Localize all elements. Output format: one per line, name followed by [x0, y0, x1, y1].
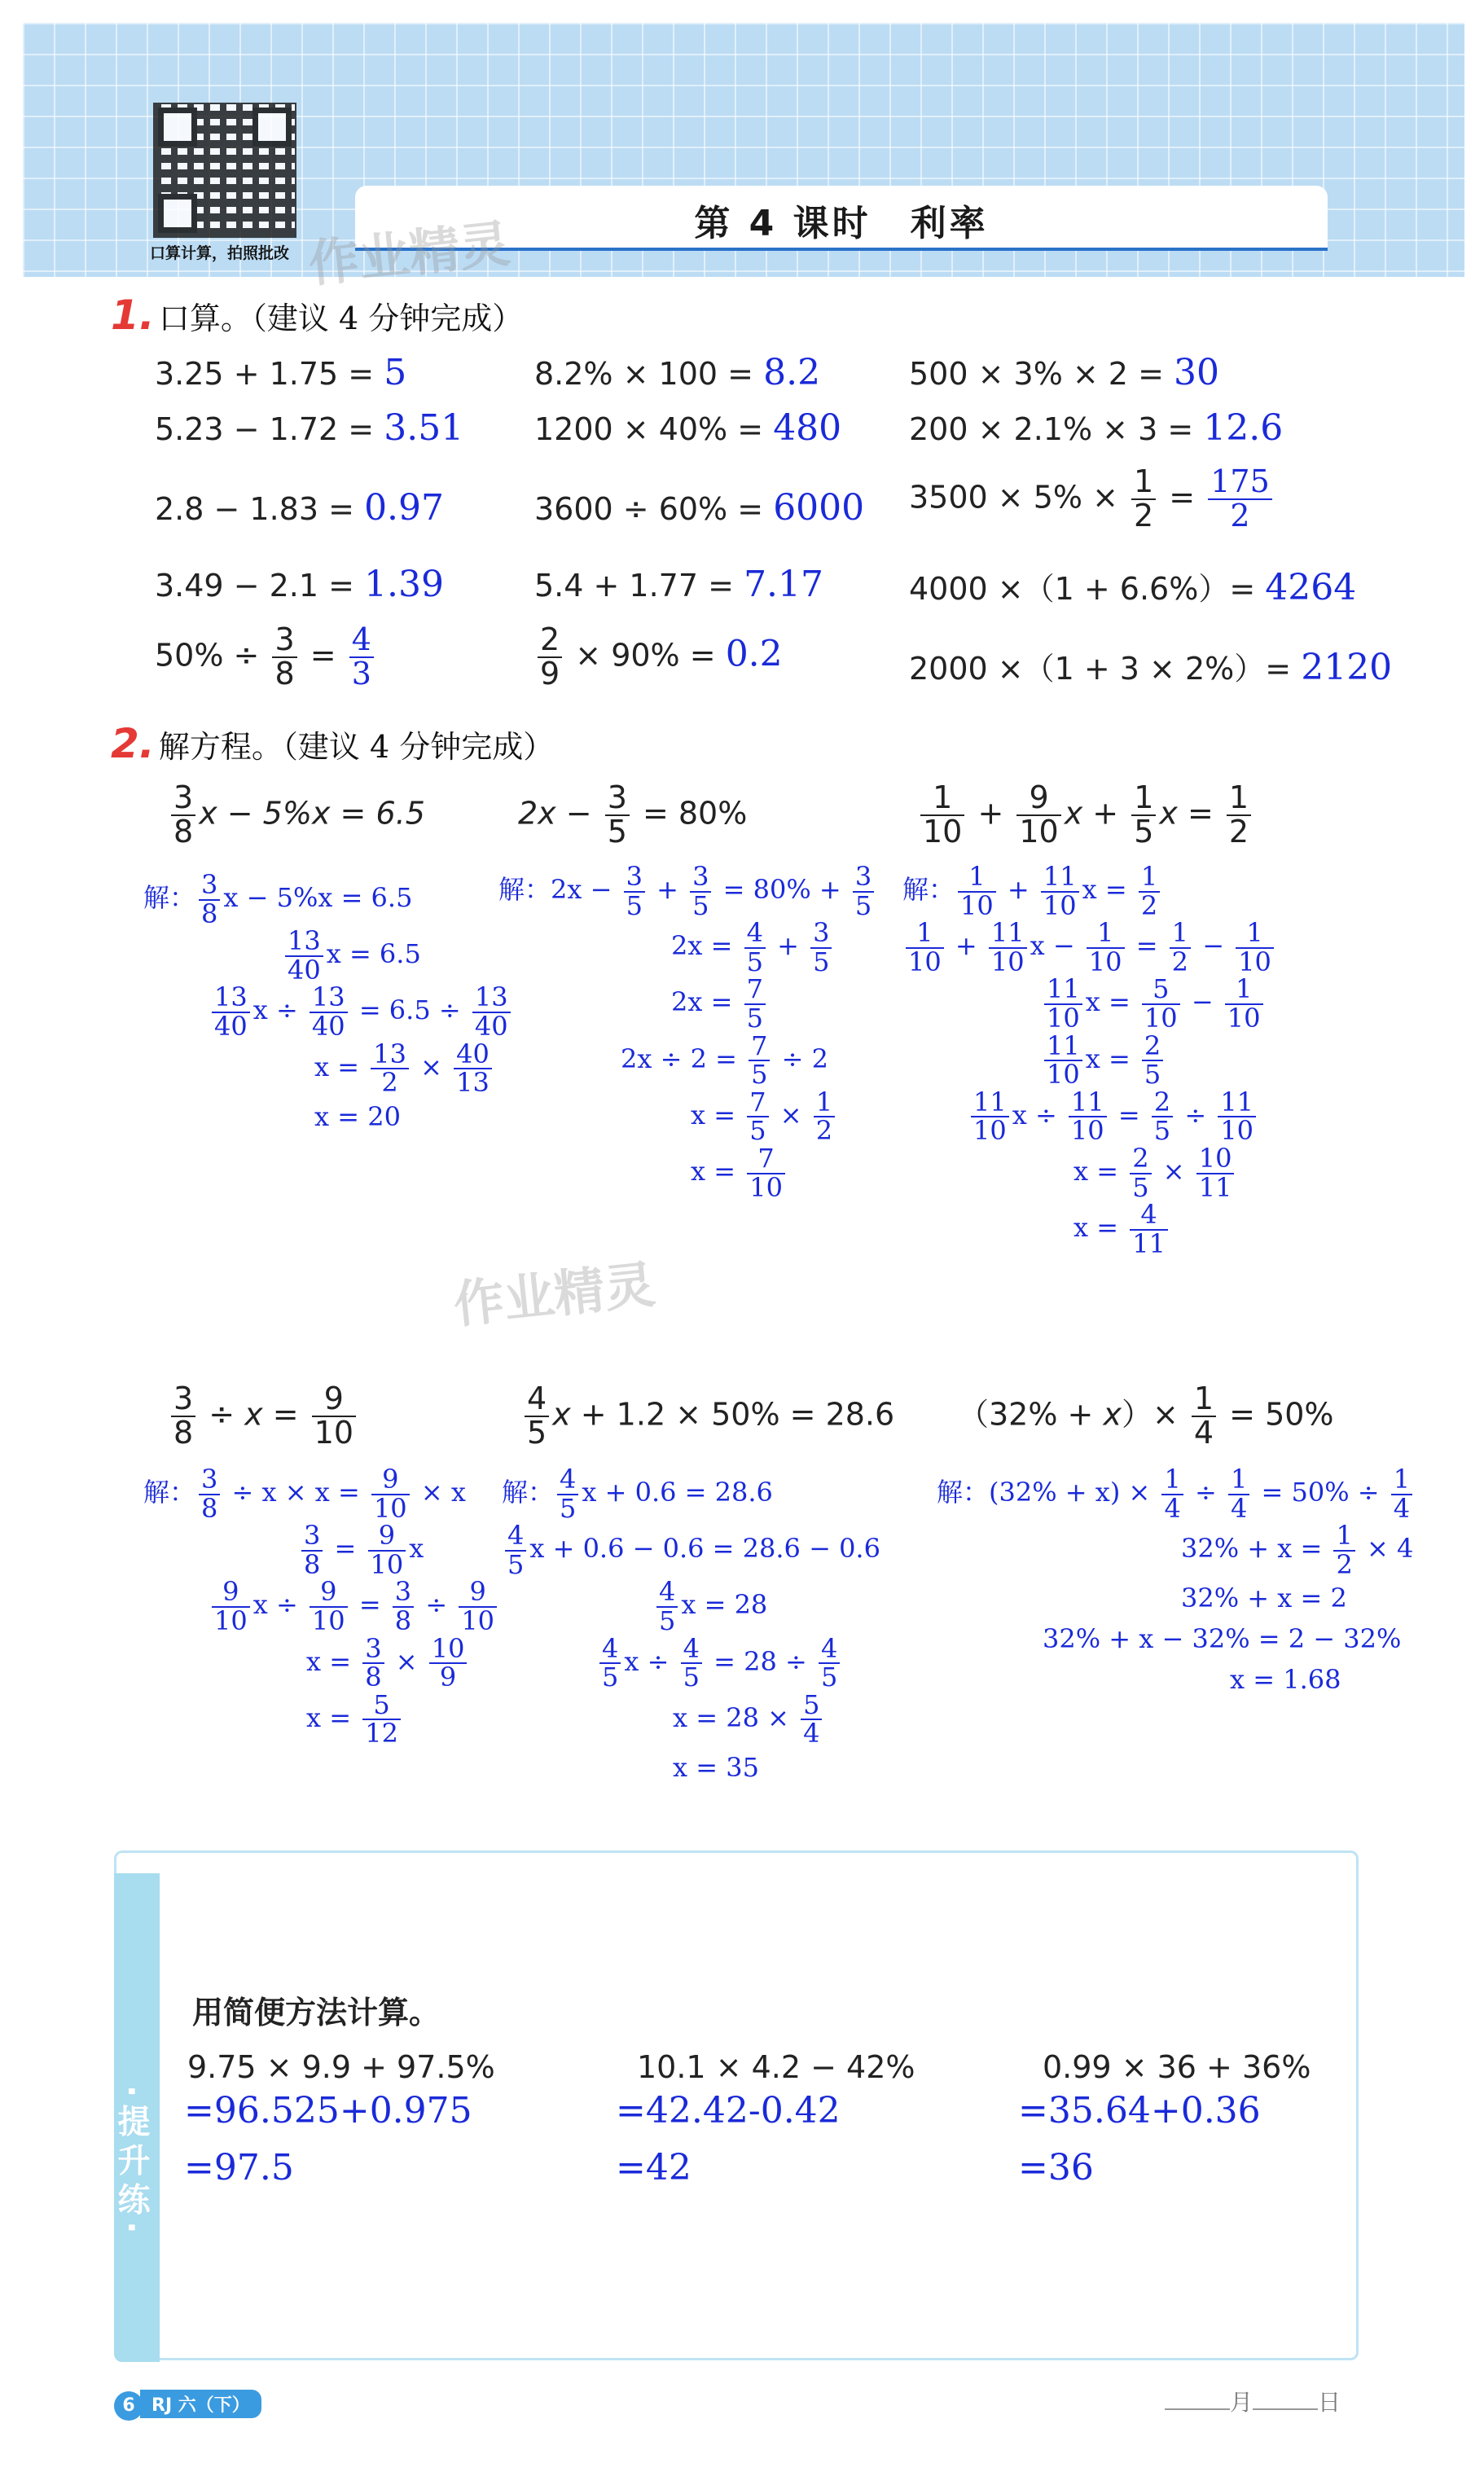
section1-header [111, 292, 523, 339]
practice-result: =42 [616, 2147, 692, 2188]
equation: $\frac{3}{8}$ ÷ x = $\frac{9}{10}$ [168, 1383, 359, 1450]
lesson-title: 第 4 课时 利率 [694, 203, 989, 244]
solution-steps: 解： $\frac{3}{8}$ x − 5%x = 6.5 $\frac{13}{40}$ x = 6.5 $\frac{13}{40}$ x ÷ $\frac{13}{40}$ = 6.5 ÷ $\frac{13}{40}$ x = $\frac{13}{2}$ × $\frac{40}{13}$ x = 20 [143, 871, 514, 1136]
equation: （32% + x）× $\frac{1}{4}$ = 50% [958, 1381, 1334, 1451]
practice-result: =97.5 [184, 2147, 294, 2188]
section1-number: 1. [111, 292, 155, 339]
mental-math-item: 200 × 2.1% × 3 = 12.6 [909, 407, 1284, 449]
mental-math-item: 4000 ×（1 + 6.6%）= 4264 [909, 567, 1357, 608]
equation: $\frac{1}{10}$ + $\frac{9}{10}$ x + $\frac{1}{5}$ x = $\frac{1}{2}$ [917, 782, 1254, 849]
mental-math-item: 5.23 − 1.72 = 3.51 [155, 407, 464, 449]
practice-side-label: ·提升练· [112, 2085, 150, 2241]
equation: $\frac{4}{5}$ x + 1.2 × 50% = 28.6 [521, 1383, 894, 1450]
mental-math-item: 5.4 + 1.77 = 7.17 [534, 564, 824, 605]
solution-steps: 解：(32% + x) × $\frac{1}{4}$ ÷ $\frac{1}{4}$ = 50% ÷ $\frac{1}{4}$ 32% + x = $\frac{1}{2}$ × 4 32% + x = 2 32% + x − 32% = 2 − 32% x = 1.68 [937, 1464, 1414, 1695]
date-field: 月 日 [1165, 2385, 1341, 2417]
watermark: 作业精灵 [450, 1254, 658, 1335]
section2-number: 2. [111, 720, 155, 767]
equation: 2x − $\frac{3}{5}$ = 80% [518, 779, 748, 849]
mental-math-item: 2000 ×（1 + 3 × 2%）= 2120 [909, 647, 1393, 688]
watermark: 作业精灵 [305, 213, 513, 294]
practice-question: 0.99 × 36 + 36% [1043, 2049, 1311, 2085]
practice-question: 10.1 × 4.2 − 42% [637, 2049, 915, 2085]
solution-steps: 解： $\frac{1}{10}$ + $\frac{11}{10}$ x = $\frac{1}{2}$ $\frac{1}{10}$ + $\frac{11}{10}$ x − $\frac{1}{10}$ = $\frac{1}{2}$ − $\frac{1}{10}$ $\frac{11}{10}$ x = $\frac{5}{10}$ − $\frac{1}{10}$ $\frac{11}{10}$ x = $\frac{2}{5}$ $\frac{11}{10}$ x ÷ $\frac{11}{10}$ = $\frac{2}{5}$ ÷ $\frac{11}{10}$ x = $\frac{2}{5}$ × $\frac{10}{11}$ x = $\frac{4}{11}$ [902, 863, 1277, 1258]
solution-steps: 解： $\frac{4}{5}$ x + 0.6 = 28.6 $\frac{4}{5}$ x + 0.6 − 0.6 = 28.6 − 0.6 $\frac{4}{5}$ x = 28 $\frac{4}{5}$ x ÷ $\frac{4}{5}$ = 28 ÷ $\frac{4}{5}$ x = 28 × $\frac{5}{4}$ x = 35 [502, 1464, 880, 1783]
mental-math-item: 1200 × 40% = 480 [534, 407, 842, 449]
section2-title: 解方程。（建议 4 分钟完成） [158, 729, 555, 765]
practice-question: 9.75 × 9.9 + 97.5% [187, 2049, 495, 2085]
equation: $\frac{3}{8}$ x − 5%x = 6.5 [168, 782, 425, 849]
section1-title: 口算。（建议 4 分钟完成） [158, 301, 524, 336]
mental-math-item: 2.8 − 1.83 = 0.97 [155, 487, 445, 529]
qr-caption: 口算计算，拍照批改 [150, 244, 290, 262]
section2-header [111, 720, 554, 767]
mental-math-item: 8.2% × 100 = 8.2 [534, 352, 821, 393]
mental-math-item: 3500 × 5% × $\frac{1}{2}$ = $\frac{175}{2}$ [909, 466, 1275, 533]
practice-result: =36 [1018, 2147, 1094, 2188]
mental-math-item: 500 × 3% × 2 = 30 [909, 352, 1219, 393]
mental-math-item: 3600 ÷ 60% = 6000 [534, 487, 865, 529]
mental-math-item: 3.25 + 1.75 = 5 [155, 352, 407, 393]
mental-math-item: 3.49 − 2.1 = 1.39 [155, 564, 445, 605]
practice-title: 用简便方法计算。 [192, 1995, 441, 2030]
page-footer [114, 2390, 261, 2421]
practice-step: =96.525+0.975 [184, 2090, 472, 2131]
mental-math-item: 50% ÷ $\frac{3}{8}$ = $\frac{4}{3}$ [155, 624, 377, 691]
practice-step: =42.42-0.42 [616, 2090, 841, 2131]
mental-math-item: $\frac{2}{9}$ × 90% = 0.2 [534, 624, 783, 691]
solution-steps: 解： $\frac{3}{8}$ ÷ x × x = $\frac{9}{10}$ × x $\frac{3}{8}$ = $\frac{9}{10}$ x $\frac{9}{10}$ x ÷ $\frac{9}{10}$ = $\frac{3}{8}$ ÷ $\frac{9}{10}$ x = $\frac{3}{8}$ × $\frac{10}{9}$ x = $\frac{5}{12}$ [143, 1466, 500, 1748]
solution-steps: 解：2x − $\frac{3}{5}$ + $\frac{3}{5}$ = 80% + $\frac{3}{5}$ 2x = $\frac{4}{5}$ + $\frac{3}{5}$ 2x = $\frac{7}{5}$ 2x ÷ 2 = $\frac{7}{5}$ ÷ 2 x = $\frac{7}{5}$ × $\frac{1}{2}$ x = $\frac{7}{10}$ [498, 863, 877, 1201]
page-number: 6 [114, 2391, 143, 2421]
qr-code-image[interactable] [153, 103, 296, 238]
book-label: RJ 六（下） [140, 2390, 261, 2418]
practice-step: =35.64+0.36 [1018, 2090, 1261, 2131]
